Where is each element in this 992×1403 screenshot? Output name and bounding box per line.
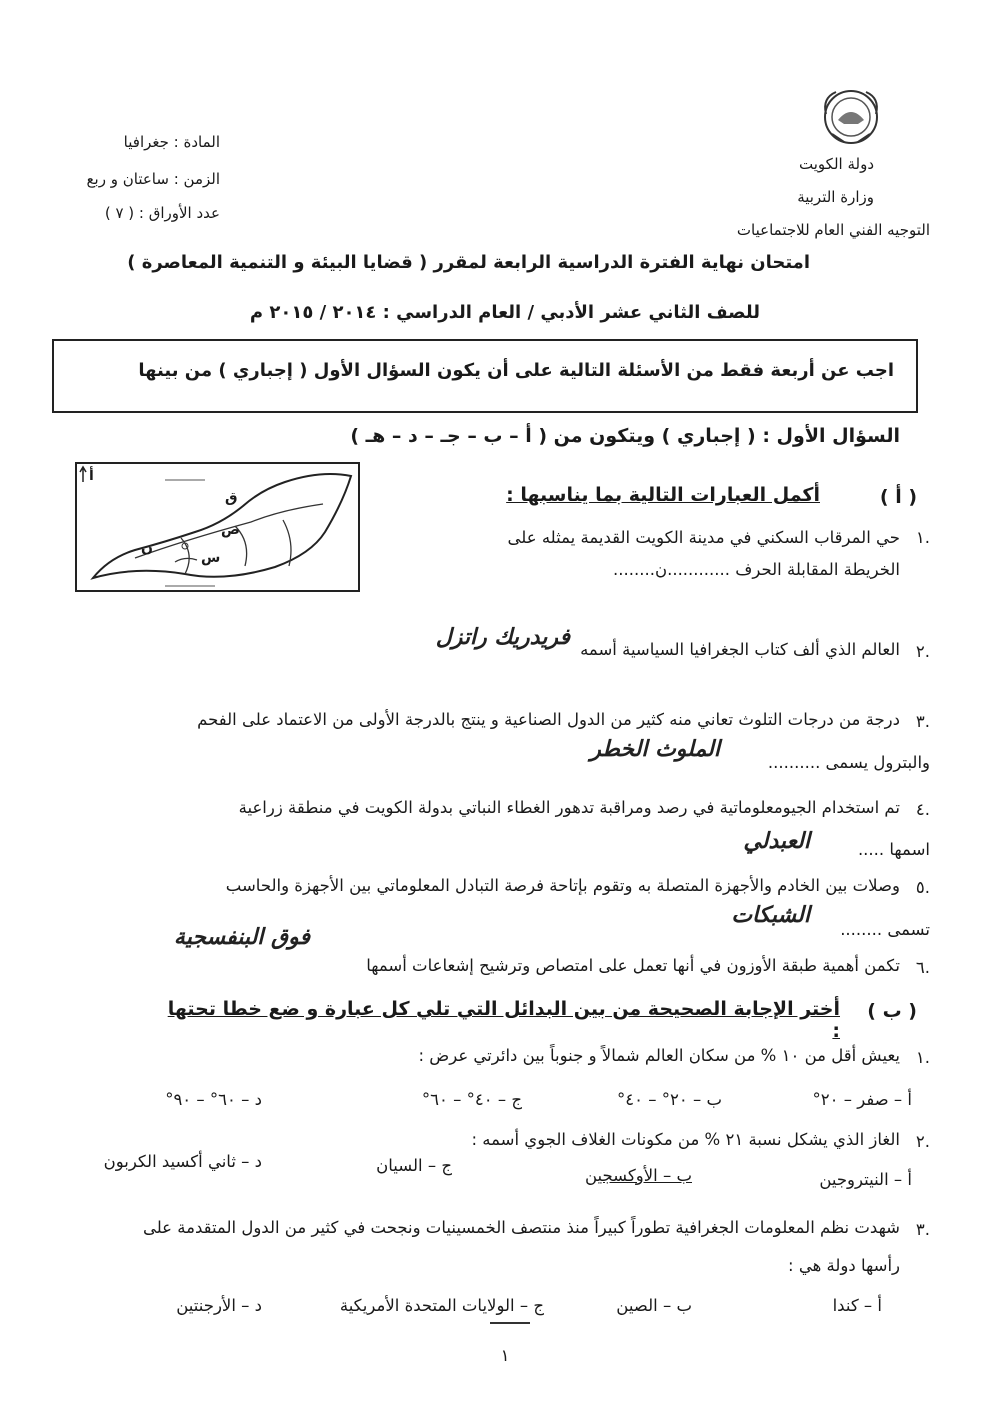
part-a-item-2-answer: فريدريك راتزل (435, 624, 570, 650)
part-b-item-3-option-a: أ – كندا (832, 1296, 882, 1315)
part-a-item-2-line1: العالم الذي ألف كتاب الجغرافيا السياسية أسمه (580, 640, 900, 659)
page-number: ١ (500, 1346, 510, 1365)
part-a-item-1-line2: الخريطة المقابلة الحرف ............ن........ (613, 560, 900, 579)
kuwait-emblem-icon (818, 84, 884, 150)
answer-underline-mark (490, 1322, 530, 1324)
part-a-item-5-line2: تسمى ........ (840, 920, 930, 939)
part-a-item-5-line1: وصلات بين الخادم والأجهزة المتصلة به وتقوم بإتاحة فرصة التبادل المعلوماتي بين الأجهزة والحاسب (225, 876, 900, 895)
part-b-item-3-option-b: ب – الصين (616, 1296, 692, 1315)
part-a-item-4-line1: تم استخدام الجيومعلوماتية في رصد ومراقبة تدهور الغطاء النباتي بدولة الكويت في منطقة زراعية (238, 798, 900, 817)
part-a-title: أكمل العبارات التالية بما يناسبها : (506, 484, 820, 506)
part-b-item-2-option-d: د – ثاني أكسيد الكربون (103, 1152, 262, 1171)
part-a-label: ( أ ) (879, 486, 917, 508)
part-b-item-1-option-a: أ – صفر – ٢٠° (812, 1090, 912, 1109)
exam-instruction: اجب عن أربعة فقط من الأسئلة التالية على أن يكون السؤال الأول ( إجباري ) من بينها (138, 360, 894, 381)
part-b-item-1-no: ١. (915, 1048, 930, 1067)
map-label-1: ق (225, 490, 238, 506)
part-a-item-1-line1: حي المرقاب السكني في مدينة الكويت القديمة يمثله على (507, 528, 900, 547)
part-a-item-3-no: ٣. (915, 712, 930, 731)
header-ministry: وزارة التربية (797, 188, 874, 206)
instruction-box (52, 339, 918, 413)
part-b-item-1-option-c: ج – ٤٠° – ٦٠° (421, 1090, 522, 1109)
part-a-item-3-line1: درجة من درجات التلوث تعاني منه كثير من الدول الصناعية و ينتج بالدرجة الأولى من الاعتماد على الفحم (197, 710, 900, 729)
part-a-item-5-answer: الشبكات (731, 902, 810, 928)
part-b-item-2-option-c: ج – السيان (376, 1156, 452, 1175)
part-b-item-3-text: شهدت نظم المعلومات الجغرافية تطوراً كبيراً منذ منتصف الخمسينيات ونجحت في كثير من الدول المتقدمة على (142, 1218, 900, 1237)
header-subject: المادة : جغرافيا (123, 133, 220, 151)
map-label-3: س (201, 550, 221, 566)
part-b-item-3-text2: رأسها دولة هي : (788, 1256, 900, 1275)
question1-heading: السؤال الأول : ( إجباري ) ويتكون من ( أ – ب – جـ – د – هـ ) (350, 425, 900, 447)
part-b-item-1-text: يعيش أقل من ١٠ % من سكان العالم شمالاً و جنوباً بين دائرتي عرض : (418, 1046, 900, 1065)
part-a-item-4-answer: العبدلي (743, 828, 810, 854)
part-a-item-4-line2: اسمها ..... (857, 840, 930, 859)
part-b-title: أختر الإجابة الصحيحة من بين البدائل التي تلي كل عبارة و ضع خطا تحتها : (167, 998, 840, 1042)
part-a-item-3-answer: الملوث الخطر (590, 736, 720, 762)
part-a-item-2-no: ٢. (915, 642, 930, 661)
part-b-item-2-text: الغاز الذي يشكل نسبة ٢١ % من مكونات الغلاف الجوي أسمه : (471, 1130, 900, 1149)
part-b-item-3-option-c: ج – الولايات المتحدة الأمريكية (339, 1296, 544, 1315)
part-b-item-2-no: ٢. (915, 1132, 930, 1151)
exam-title: امتحان نهاية الفترة الدراسية الرابعة لمقرر ( قضايا البيئة و التنمية المعاصرة ) (127, 252, 810, 273)
part-b-item-3-option-d: د – الأرجنتين (176, 1296, 262, 1315)
part-a-item-4-no: ٤. (915, 800, 930, 819)
part-a-item-6-line1: تكمن أهمية طبقة الأوزون في أنها تعمل على امتصاص وترشيح إشعاعات أسمها (366, 956, 900, 975)
part-a-item-5-no: ٥. (915, 878, 930, 897)
header-pages: عدد الأوراق : ( ٧ ) (104, 204, 220, 222)
part-a-item-6-no: ٦. (915, 958, 930, 977)
part-b-item-1-option-b: ب – ٢٠° – ٤٠° (617, 1090, 722, 1109)
part-a-item-1-no: ١. (915, 528, 930, 547)
map-label-4: ن (141, 540, 153, 556)
kuwait-city-map (75, 462, 360, 592)
part-b-label: ( ب ) (867, 1000, 917, 1022)
map-north-label: أ (89, 468, 94, 484)
part-b-item-2-option-b: ب – الأوكسجين (584, 1166, 692, 1185)
map-label-2: ص (221, 522, 240, 538)
part-b-item-3-no: ٣. (915, 1220, 930, 1239)
part-a-item-6-answer: فوق البنفسجية (173, 924, 310, 950)
header-directorate: التوجيه الفني العام للاجتماعيات (736, 221, 930, 239)
header-time: الزمن : ساعتان و ربع (86, 170, 220, 188)
part-b-item-2-option-a: أ – النيتروجين (819, 1170, 912, 1189)
part-b-item-1-option-d: د – ٦٠° – ٩٠° (165, 1090, 262, 1109)
part-a-item-3-line2: والبترول يسمى .......... (767, 753, 930, 772)
header-country: دولة الكويت (799, 155, 874, 173)
exam-grade-year: للصف الثاني عشر الأدبي / العام الدراسي : ٢٠١٤ / ٢٠١٥ م (249, 302, 760, 323)
